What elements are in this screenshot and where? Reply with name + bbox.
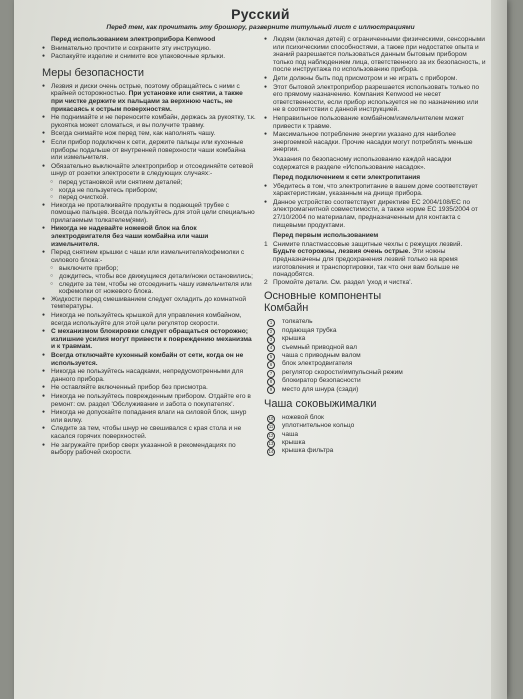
connection-heading: Перед подключением к сети электропитания — [273, 174, 421, 182]
component-number: 14 — [268, 449, 274, 455]
component-label: чаша с приводным валом — [282, 351, 361, 359]
safety-item: ● Обязательно выключайте электроприбор и отсоединяйте сетевой шнур от розетки электросети в следующих случаях:- — [42, 163, 256, 178]
components-list — [264, 318, 486, 394]
safety-item: ● Всегда отключайте кухонный комбайн от сети, когда он не используется. — [42, 352, 256, 367]
component-item — [264, 422, 486, 430]
safety-item-text: Лезвия и диски очень острые, поэтому обращайтесь с ними с крайней осторожностью. — [51, 82, 240, 98]
component-item — [264, 335, 486, 343]
component-label: блокиратор безопасности — [282, 377, 361, 385]
safety-item: ● Людям (включая детей) с ограниченными физическими, сенсорными или психическими способностями, а также при недостатке опыта и знаний разрешается пользоваться данным бытовым прибором только под наблюдением лица, ответственного за их безопасность, и после инструктажа по использованию прибора. — [264, 36, 486, 74]
component-number: 11 — [268, 424, 274, 430]
components-heading: Основные компоненты Комбайн — [264, 290, 382, 315]
component-number: 3 — [267, 336, 275, 344]
component-number: 6 — [267, 361, 275, 369]
safety-subitem: ○ перед очисткой. — [42, 194, 256, 202]
intro-heading: Перед использованием электроприбора Kenwood — [51, 36, 216, 43]
safety-subitem: ○ перед установкой или снятием деталей; — [42, 179, 256, 187]
component-item — [264, 386, 486, 394]
component-label: место для шнура (сзади) — [282, 385, 359, 393]
connection-item: ● Данное устройство соответствует директиве ЕС 2004/108/EC по электромагнитной совместимости, а также норме ЕС 1935/2004 от 27/10/2004 по материалам, предназначенным для контакта с пищевыми продуктами. — [264, 199, 486, 229]
safety-item: ● Никогда не пользуйтесь насадками, непредусмотренными для данного прибора. — [42, 368, 256, 383]
component-item — [264, 369, 486, 377]
left-column — [42, 36, 256, 458]
component-label: регулятор скорости/импульсный режим — [282, 368, 403, 376]
component-label: подающая трубка — [282, 326, 337, 334]
safety-subitem: ○ выключите прибор; — [42, 265, 256, 273]
safety-item — [42, 83, 256, 113]
right-column — [264, 36, 486, 456]
component-item — [264, 318, 486, 326]
page-edge — [491, 0, 507, 699]
safety-item: ● Не оставляйте включенный прибор без присмотра. — [42, 384, 256, 392]
component-label: чаша — [282, 430, 299, 438]
component-item — [264, 447, 486, 455]
safety-item: ● Перед снятием крышки с чаши или измельчителя/кофемолки с силового блока:- — [42, 249, 256, 264]
safety-item: ● Следите за тем, чтобы шнур не свешивался с края стола и не касался горячих поверхностей. — [42, 425, 256, 440]
component-item — [264, 414, 486, 422]
connection-item: ● Убедитесь в том, что электропитание в вашем доме соответствует характеристикам, указанным на днище прибора. — [264, 183, 486, 198]
component-item — [264, 360, 486, 368]
safety-item: ● Дети должны быть под присмотром и не играть с прибором. — [264, 75, 486, 83]
component-item — [264, 377, 486, 385]
component-item — [264, 439, 486, 447]
safety-heading: Меры безопасности — [42, 66, 145, 79]
step-text: Промойте детали. См. раздел 'уход и чистка'. — [273, 278, 413, 286]
safety-item: ● Никогда не надевайте ножевой блок на блок электродвигателя без чаши комбайна или чаши измельчителя. — [42, 225, 256, 248]
component-label: толкатель — [282, 318, 313, 326]
step-number: 2 — [264, 278, 268, 286]
component-number: 12 — [268, 432, 274, 438]
safety-item: ● Не загружайте прибор сверх указанной в рекомендациях по выбору рабочей скорости. — [42, 442, 256, 457]
component-label: съемный приводной вал — [282, 343, 358, 351]
component-item — [264, 431, 486, 439]
component-number: 9 — [267, 386, 275, 394]
safety-item: ● Никогда не проталкивайте продукты в подающей трубке с помощью пальцев. Всегда пользуйтесь для этой цели специально прилагаемым толкателем(ями). — [42, 202, 256, 225]
manual-page — [14, 0, 507, 699]
safety-item: ● Максимальное потребление энергии указано для наиболее энергоемкой насадки. Прочие насадки могут потреблять меньше энергии. — [264, 131, 486, 154]
juicer-heading: Чаша соковыжималки — [264, 397, 377, 410]
juicer-list — [264, 414, 486, 456]
first-use-step — [264, 279, 486, 287]
component-number: 13 — [268, 440, 274, 446]
safety-item: ● Этот бытовой электроприбор разрешается использовать только по его прямому назначению. Компания Kenwood не несет ответственности, если прибор используется не по назначению или не в соответствии с данной инструкцией. — [264, 84, 486, 114]
component-label: крышка — [282, 439, 306, 447]
safety-item: ● Никогда не пользуйтесь поврежденным прибором. Отдайте его в ремонт: см. раздел 'Обслуживание и забота о покупателях'. — [42, 393, 256, 408]
component-number: 8 — [267, 378, 275, 386]
step-text: Снимите пластмассовые защитные чехлы с режущих лезвий. — [273, 240, 463, 248]
component-item — [264, 327, 486, 335]
component-number: 4 — [267, 344, 275, 352]
component-number: 2 — [267, 328, 275, 336]
safety-item: ● Всегда снимайте нож перед тем, как наполнять чашу. — [42, 130, 256, 138]
component-label: блок электродвигателя — [282, 360, 353, 368]
safety-subitem: ○ следите за тем, чтобы не отсоединить чашу измельчителя или кофемолки от ножевого блока. — [42, 281, 256, 296]
safety-item: ● Неправильное пользование комбайном/измельчителем может привести к травме. — [264, 115, 486, 130]
attachments-note: Указания по безопасному использованию каждой насадки содержатся в разделе «Использование насадок». — [273, 155, 452, 171]
safety-item-bold: При установке или снятии, а также при чистке держите их пальцами за верхнюю часть, не прикасаясь к острым поверхностям. — [51, 90, 243, 113]
intro-item: ● Распакуйте изделие и снимите все упаковочные ярлыки. — [42, 53, 256, 61]
component-number: 7 — [267, 370, 275, 378]
component-number: 5 — [267, 353, 275, 361]
page-title: Русский — [231, 6, 290, 22]
safety-subitem: ○ когда не пользуетесь прибором; — [42, 187, 256, 195]
step-number: 1 — [264, 240, 268, 248]
component-label: ножевой блок — [282, 413, 324, 421]
intro-item: ● Внимательно прочтите и сохраните эту инструкцию. — [42, 45, 256, 53]
component-number: 10 — [268, 415, 274, 421]
component-label: крышка фильтра — [282, 447, 334, 455]
step-text: Эти ножны предназначены для предохранения лезвий только на время изготовления и транспортировки, так что они вам больше не понадобятся. — [273, 248, 460, 279]
safety-subitem: ○ дождитесь, чтобы все движущиеся детали/ножи остановились; — [42, 273, 256, 281]
safety-item: ● Жидкости перед смешиванием следует охладить до комнатной температуры. — [42, 296, 256, 311]
page-subtitle: Перед тем, как прочитать эту брошюру, разверните титульный лист с иллюстрациями — [106, 24, 415, 31]
safety-item: ● Не поднимайте и не переносите комбайн, держась за рукоятку, т.к. рукоятка может сломаться, и вы получите травму. — [42, 114, 256, 129]
first-use-step — [264, 241, 486, 279]
safety-item: ● Никогда не пользуйтесь крышкой для управления комбайном, всегда используйте для этой цели регулятор скорости. — [42, 312, 256, 327]
first-use-heading: Перед первым использованием — [273, 232, 379, 240]
safety-item: ● Если прибор подключен к сети, держите пальцы или кухонные приборы подальше от внутренней поверхности чаши комбайна или измельчителя. — [42, 139, 256, 162]
component-label: крышка — [282, 335, 306, 343]
component-label: уплотнительное кольцо — [282, 422, 355, 430]
component-item — [264, 344, 486, 352]
safety-item: ● С механизмом блокировки следует обращаться осторожно; излишние усилия могут привести к повреждению механизма и к травмам. — [42, 328, 256, 351]
safety-item: ● Никогда не допускайте попадания влаги на силовой блок, шнур или вилку. — [42, 409, 256, 424]
step-text-bold: Будьте осторожны, лезвия очень острые. — [273, 248, 411, 256]
component-number: 1 — [267, 319, 275, 327]
